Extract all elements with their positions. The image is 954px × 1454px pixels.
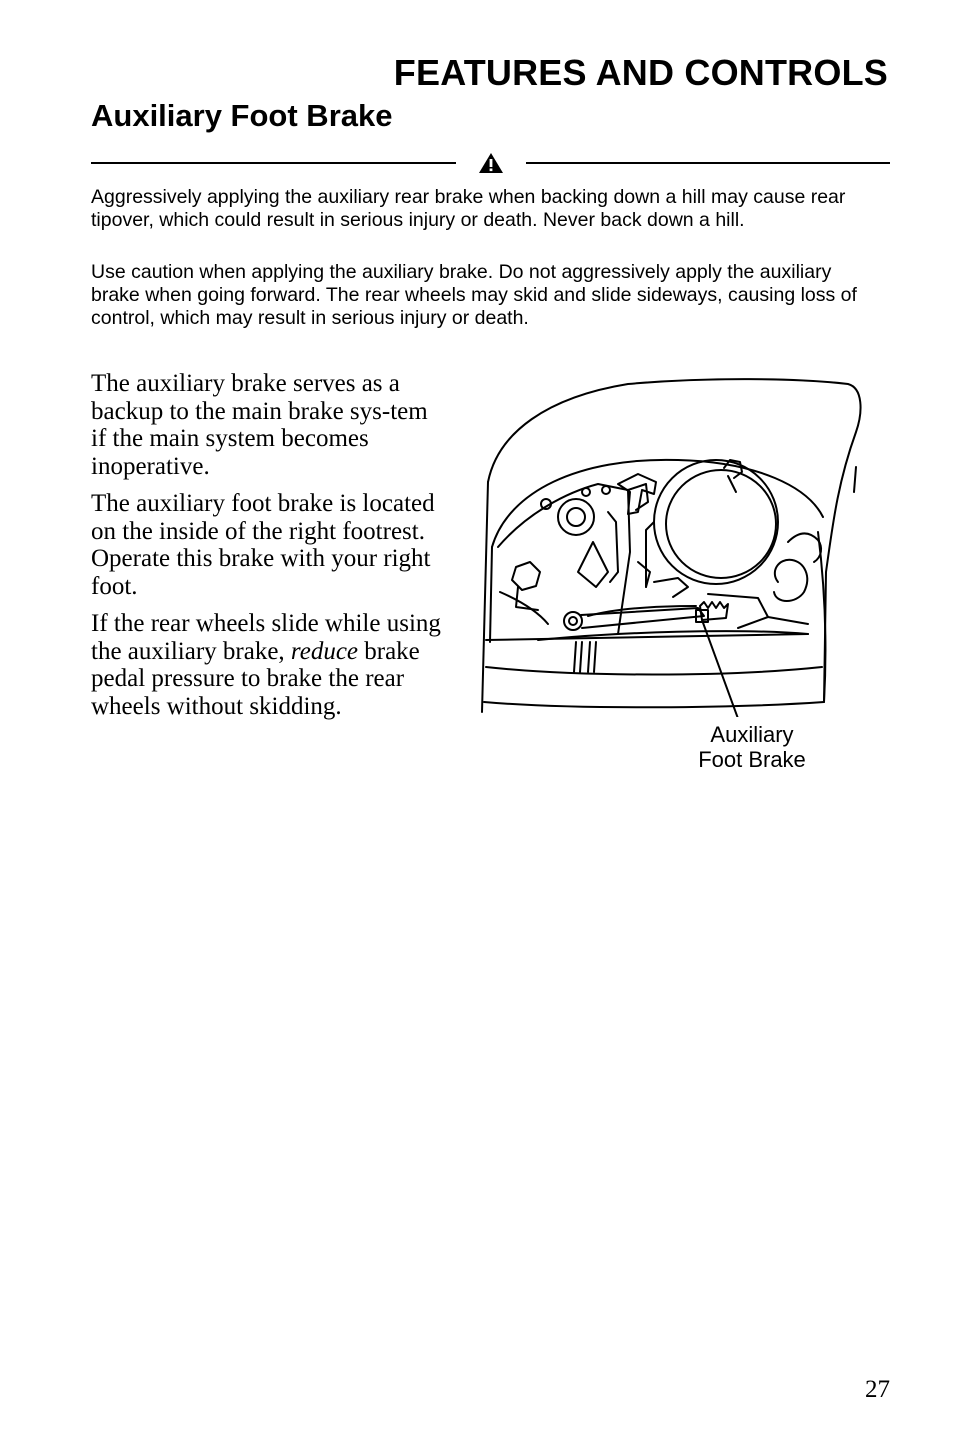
page-number: 27	[865, 1376, 890, 1403]
warning-paragraph: Aggressively applying the auxiliary rear brake when backing down a hill may cause rear tipover, which could result in serious injury or death. Never back down a hill.	[91, 186, 846, 231]
emphasis-text: reduce	[290, 637, 359, 665]
warning-rule-left	[91, 162, 456, 164]
body-text	[91, 370, 441, 730]
body-paragraph: The auxiliary brake serves as a backup to the main brake sys-tem if the main system becomes inoperative.	[91, 370, 428, 480]
warning-paragraph: Use caution when applying the auxiliary brake. Do not aggressively apply the auxiliary brake when going forward. The rear wheels may skid and slide sideways, causing loss of control, which may result in serious injury or death.	[91, 261, 857, 329]
section-title: Auxiliary Foot Brake	[91, 98, 393, 133]
warning-rule-right	[526, 162, 890, 164]
body-paragraph: If the rear wheels slide while using the auxiliary brake, reduce brake pedal pressure to brake the rear wheels without skidding.	[91, 610, 441, 720]
auxiliary-foot-brake-illustration	[478, 372, 870, 717]
figure-label: Auxiliary Foot Brake	[698, 722, 806, 772]
chapter-title: FEATURES AND CONTROLS	[393, 52, 888, 93]
body-paragraph: The auxiliary foot brake is located on the inside of the right footrest. Operate this brake with your right foot.	[91, 490, 435, 600]
warning-triangle-icon	[478, 152, 504, 174]
